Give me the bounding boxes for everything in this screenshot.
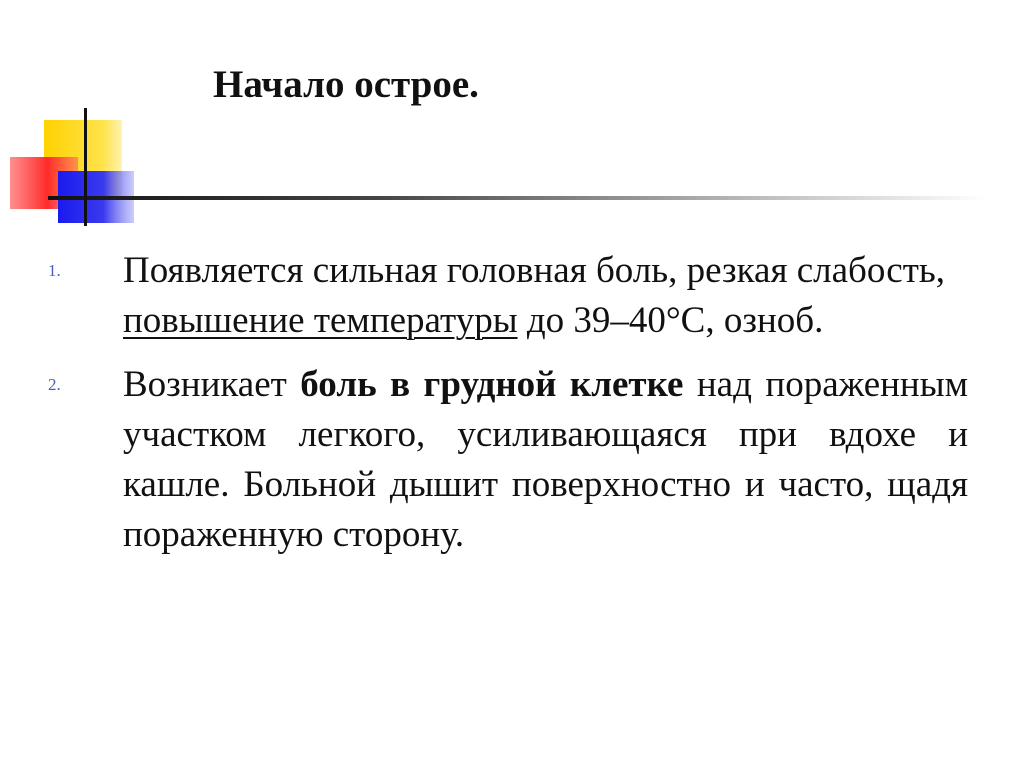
vertical-rule (84, 108, 87, 226)
bold-text: боль в грудной клетке (300, 364, 684, 405)
text-fragment: Возникает (123, 364, 301, 405)
text-fragment: над пораженным участком легкого, усиливающаяся при вдохе и кашле. Больной дышит поверхностно и часто, щадя пораженную сторону. (123, 364, 968, 555)
decoration-graphic (0, 0, 1024, 240)
list-item-text (123, 360, 968, 560)
list-item-text (123, 246, 968, 346)
horizontal-rule (48, 196, 988, 200)
list-number: 1. (48, 261, 61, 280)
list-item (44, 360, 968, 560)
text-fragment: Появляется сильная головная боль, резкая слабость, (123, 250, 946, 291)
list-item (44, 246, 968, 346)
list-number: 2. (48, 375, 61, 394)
text-fragment: до 39–40°С, озноб. (517, 300, 824, 341)
bullet-list (44, 246, 968, 574)
underlined-text: повышение температуры (123, 300, 518, 341)
slide-title: Начало острое. (213, 63, 479, 106)
